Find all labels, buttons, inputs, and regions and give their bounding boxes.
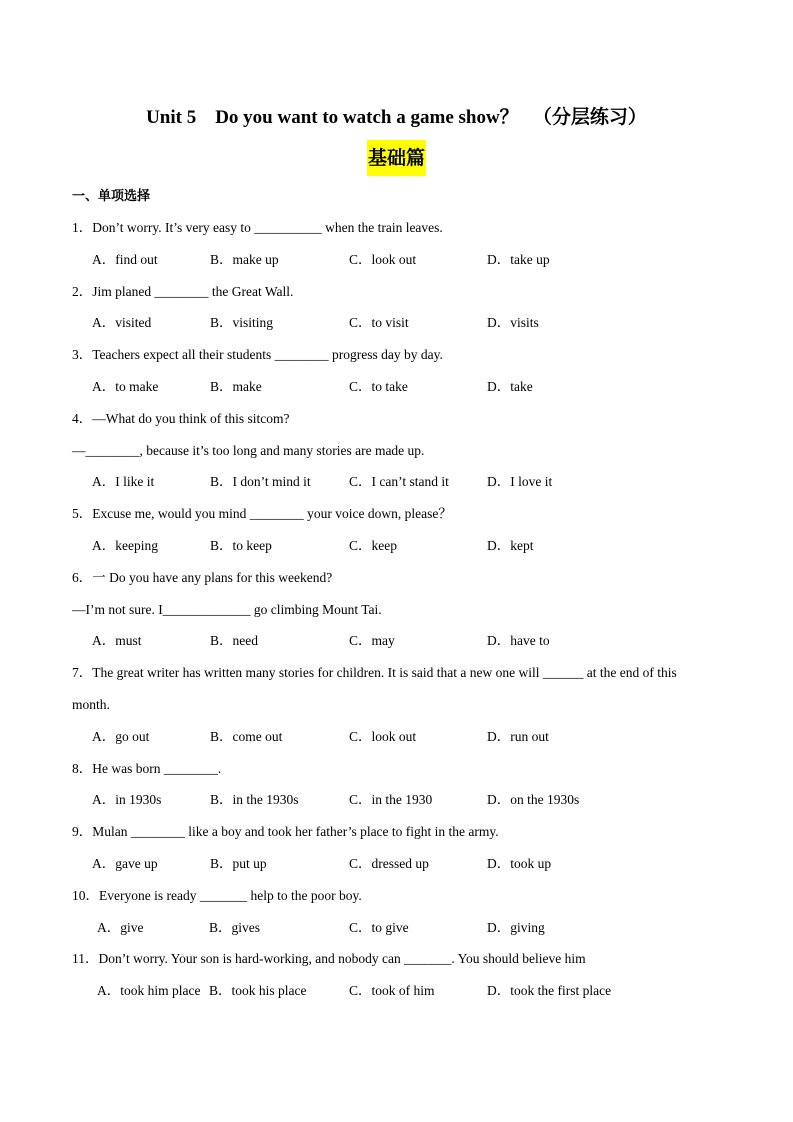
- answer-option[interactable]: B．visiting: [210, 315, 274, 330]
- question-stem: 10．Everyone is ready _______ help to the poor boy.: [72, 888, 362, 903]
- answer-option[interactable]: D．I love it: [487, 474, 553, 489]
- question-stem: 7．The great writer has written many stories for children. It is said that a new one will ______ at the end of this: [72, 665, 677, 680]
- answer-option[interactable]: A．must: [92, 633, 142, 648]
- answer-option[interactable]: D．take: [487, 379, 533, 394]
- question-stem: 11．Don’t worry. Your son is hard-working, and nobody can _______. You should believe him: [72, 951, 586, 966]
- answer-option[interactable]: D．have to: [487, 633, 550, 648]
- answer-option[interactable]: D．visits: [487, 315, 539, 330]
- answer-option[interactable]: A．keeping: [92, 538, 158, 553]
- answer-option[interactable]: B．took his place: [209, 983, 307, 998]
- answer-option[interactable]: C．in the 1930: [349, 792, 433, 807]
- answer-option[interactable]: A．in 1930s: [92, 792, 162, 807]
- answer-option[interactable]: D．took the first place: [487, 983, 612, 998]
- answer-option[interactable]: A．took him place: [97, 983, 201, 998]
- answer-option[interactable]: B．to keep: [210, 538, 272, 553]
- page-title: Unit 5 Do you want to watch a game show？ （分层练习）: [146, 107, 647, 128]
- answer-option[interactable]: D．giving: [487, 920, 545, 935]
- question-stem: 9．Mulan ________ like a boy and took her father’s place to fight in the army.: [72, 824, 499, 839]
- answer-option[interactable]: C．look out: [349, 252, 417, 267]
- answer-option[interactable]: B．make up: [210, 252, 279, 267]
- answer-option[interactable]: D．take up: [487, 252, 550, 267]
- answer-option[interactable]: A．I like it: [92, 474, 155, 489]
- answer-option[interactable]: D．kept: [487, 538, 534, 553]
- answer-option[interactable]: C．took of him: [349, 983, 435, 998]
- answer-option[interactable]: A．visited: [92, 315, 152, 330]
- answer-option[interactable]: D．took up: [487, 856, 552, 871]
- answer-option[interactable]: C．to give: [349, 920, 409, 935]
- answer-option[interactable]: B．in the 1930s: [210, 792, 299, 807]
- answer-option[interactable]: A．find out: [92, 252, 158, 267]
- question-stem: 4．—What do you think of this sitcom?: [72, 411, 290, 426]
- answer-option[interactable]: C．dressed up: [349, 856, 429, 871]
- question-stem-continued: —________, because it’s too long and many stories are made up.: [72, 443, 425, 458]
- answer-option[interactable]: A．to make: [92, 379, 159, 394]
- question-stem: 5．Excuse me, would you mind ________ your voice down, please？: [72, 506, 452, 521]
- answer-option[interactable]: C．I can’t stand it: [349, 474, 449, 489]
- answer-option[interactable]: C．keep: [349, 538, 397, 553]
- question-stem: 6．一 Do you have any plans for this weekend?: [72, 570, 333, 585]
- answer-option[interactable]: C．to visit: [349, 315, 409, 330]
- answer-option[interactable]: B．put up: [210, 856, 267, 871]
- answer-option[interactable]: A．gave up: [92, 856, 158, 871]
- question-stem: 3．Teachers expect all their students ________ progress day by day.: [72, 347, 443, 362]
- answer-option[interactable]: C．look out: [349, 729, 417, 744]
- answer-option[interactable]: A．go out: [92, 729, 150, 744]
- answer-option[interactable]: B．come out: [210, 729, 283, 744]
- answer-option[interactable]: B．gives: [209, 920, 261, 935]
- answer-option[interactable]: C．to take: [349, 379, 408, 394]
- answer-option[interactable]: B．I don’t mind it: [210, 474, 311, 489]
- answer-option[interactable]: D．run out: [487, 729, 549, 744]
- question-stem: 2．Jim planed ________ the Great Wall.: [72, 284, 294, 299]
- answer-option[interactable]: B．need: [210, 633, 258, 648]
- answer-option[interactable]: B．make: [210, 379, 262, 394]
- question-stem-continued: —I’m not sure. I_____________ go climbing Mount Tai.: [72, 602, 382, 617]
- section-heading: 一、单项选择: [72, 189, 151, 204]
- answer-option[interactable]: D．on the 1930s: [487, 792, 580, 807]
- question-stem: 1．Don’t worry. It’s very easy to __________ when the train leaves.: [72, 220, 443, 235]
- question-stem-continued: month.: [72, 697, 110, 712]
- subtitle-container: [0, 140, 793, 176]
- question-stem: 8．He was born ________.: [72, 761, 222, 776]
- answer-option[interactable]: A．give: [97, 920, 144, 935]
- answer-option[interactable]: C．may: [349, 633, 395, 648]
- subtitle-highlight: 基础篇: [367, 140, 426, 176]
